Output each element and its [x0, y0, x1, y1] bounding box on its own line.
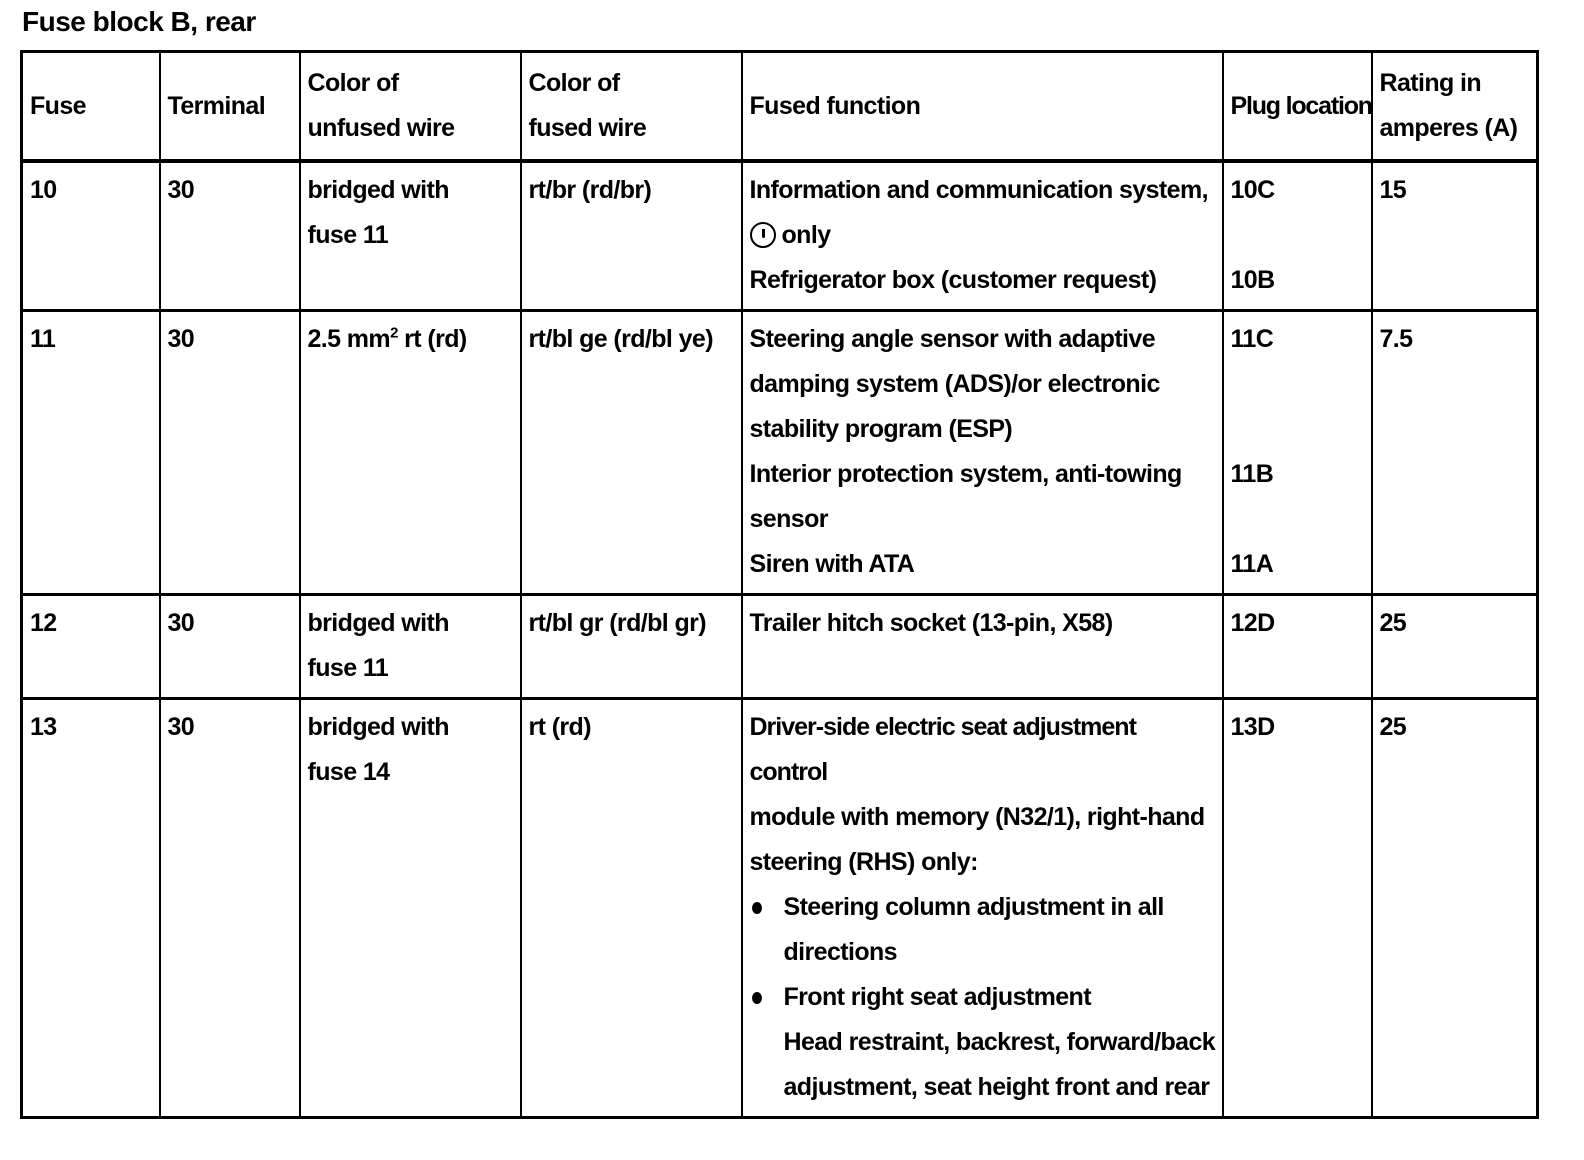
cell-fused-function: Information and communication system, only Refrigerator box (customer request)	[742, 161, 1223, 311]
bullet-item: Steering column adjustment in all	[750, 885, 1216, 930]
cell-fused-function: Steering angle sensor with adaptive damping system (ADS)/or electronic stability program (ESP) Interior protection system, anti-towing sensor Siren with ATA	[742, 311, 1223, 595]
cell-rating: 25	[1372, 595, 1538, 699]
bullet-icon	[752, 902, 762, 914]
table-row	[22, 161, 1538, 311]
header-plug-location: Plug location	[1223, 52, 1372, 162]
table-row	[22, 595, 1538, 699]
header-row	[22, 52, 1538, 162]
cell-fused-wire: rt/bl gr (rd/bl gr)	[521, 595, 742, 699]
cell-terminal: 30	[160, 595, 300, 699]
header-fused-function: Fused function	[742, 52, 1223, 162]
circle-j-icon	[750, 222, 776, 248]
bullet-item: Front right seat adjustment	[750, 975, 1216, 1020]
page-title: Fuse block B, rear	[22, 6, 256, 37]
cell-fused-wire: rt (rd)	[521, 699, 742, 1118]
cell-terminal: 30	[160, 161, 300, 311]
cell-unfused-wire: bridged with fuse 14	[300, 699, 521, 1118]
header-rating: Rating in amperes (A)	[1372, 52, 1538, 162]
cell-fuse: 12	[22, 595, 160, 699]
cell-terminal: 30	[160, 699, 300, 1118]
cell-rating: 15	[1372, 161, 1538, 311]
cell-fused-function: Trailer hitch socket (13-pin, X58)	[742, 595, 1223, 699]
cell-rating: 25	[1372, 699, 1538, 1118]
cell-unfused-wire: 2.5 $mm^2$ rt (rd)	[300, 311, 521, 595]
header-fused-wire: Color of fused wire	[521, 52, 742, 162]
fuse-table	[20, 50, 1539, 1119]
header-fuse: Fuse	[22, 52, 160, 162]
cell-rating: 7.5	[1372, 311, 1538, 595]
cell-plug-location: 13D	[1223, 699, 1372, 1118]
cell-unfused-wire: bridged with fuse 11	[300, 595, 521, 699]
cell-fused-wire: rt/br (rd/br)	[521, 161, 742, 311]
cell-terminal: 30	[160, 311, 300, 595]
cell-fused-function: Driver-side electric seat adjustment control module with memory (N32/1), right-hand steering (RHS) only: Steering column adjustment in all directions Front right seat adjustment Head restraint, backrest, forward/back adjustment, seat height front and rear	[742, 699, 1223, 1118]
cell-plug-location: 11C 11B 11A	[1223, 311, 1372, 595]
cell-fuse: 11	[22, 311, 160, 595]
cell-fuse: 10	[22, 161, 160, 311]
cell-plug-location: 10C 10B	[1223, 161, 1372, 311]
bullet-icon	[752, 992, 762, 1004]
table-row	[22, 311, 1538, 595]
cell-fused-wire: rt/bl ge (rd/bl ye)	[521, 311, 742, 595]
cell-fuse: 13	[22, 699, 160, 1118]
cell-plug-location: 12D	[1223, 595, 1372, 699]
header-unfused-wire: Color of unfused wire	[300, 52, 521, 162]
header-terminal: Terminal	[160, 52, 300, 162]
table-row	[22, 699, 1538, 1118]
cell-unfused-wire: bridged with fuse 11	[300, 161, 521, 311]
